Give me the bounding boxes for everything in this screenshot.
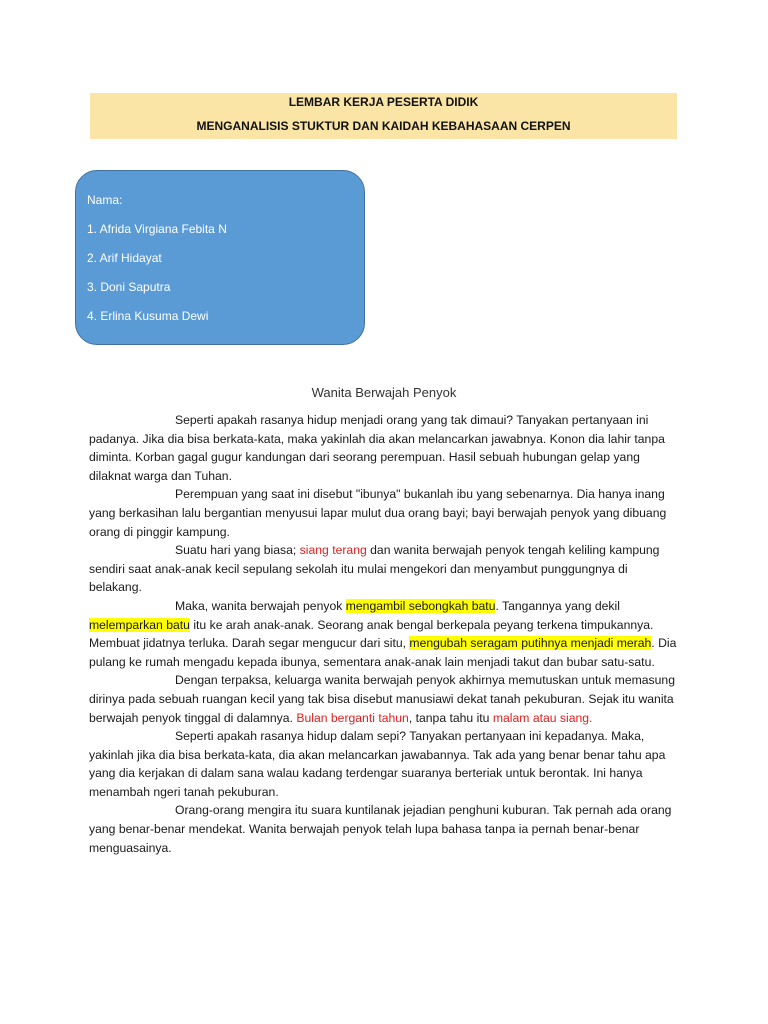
story-paragraph: Seperti apakah rasanya hidup dalam sepi? Tanyakan pertanyaan ini kepadanya. Maka, yakinlah jika dia bisa berkata-kata, dia akan melancarkan jawabannya. Tak ada yang benar benar tahu apa yang dia kerjakan di dalam sana walau kadang terdengar suaranya berteriak untuk berontak. Ini hanya menambah ngeri tanah pekuburan. [89, 729, 666, 799]
group-names-box [75, 170, 365, 345]
red-phrase: siang terang [299, 543, 367, 558]
story-title: Wanita Berwajah Penyok [311, 385, 457, 400]
story-paragraph: Orang-orang mengira itu suara kuntilanak jejadian penghuni kuburan. Tak pernah ada orang yang benar-benar mendekat. Wanita berwajah penyok telah lupa bahasa tanpa ia pernah benar-benar menguasainya. [89, 803, 672, 855]
worksheet-header [90, 93, 677, 139]
story-paragraph: Maka, wanita berwajah penyok mengambil sebongkah batu. Tangannya yang dekil melemparkan batu itu ke arah anak-anak. Seorang anak bengal berkepala peyang terkena timpukannya. Membuat jidatnya terluka. Darah segar mengucur dari situ, mengubah seragam putihnya menjadi merah. Dia pulang ke rumah mengadu kepada ibunya, sementara anak-anak lain menjadi takut dan bubar satu-satu. [89, 598, 677, 669]
story-paragraph: Perempuan yang saat ini disebut "ibunya" bukanlah ibu yang sebenarnya. Dia hanya inang yang berkasihan lalu bergantian menyusui lapar mulut dua orang bayi; bayi berwajah penyok yang dibuang orang di pinggir kampung. [89, 487, 667, 539]
red-phrase: Bulan berganti tahun [296, 710, 409, 725]
worksheet-subtitle: MENGANALISIS STUKTUR DAN KAIDAH KEBAHASAAN CERPEN [196, 119, 571, 133]
red-phrase: malam atau siang. [492, 710, 593, 725]
worksheet-title: LEMBAR KERJA PESERTA DIDIK [288, 95, 479, 109]
name-item: 2. Arif Hidayat [87, 251, 162, 265]
names-label: Nama: [87, 193, 123, 207]
story-paragraph: Seperti apakah rasanya hidup menjadi orang yang tak dimaui? Tanyakan pertanyaan ini padanya. Jika dia bisa berkata-kata, maka yakinlah dia akan melancarkan jawabnya. Konon dia lahir tanpa diminta. Korban gagal gugur kandungan dari seorang perempuan. Hasil sebuah hubungan gelap yang dilaknat warga dan Tuhan. [89, 413, 665, 483]
name-item: 1. Afrida Virgiana Febita N [87, 222, 227, 236]
highlighted-phrase: mengubah seragam putihnya menjadi merah [409, 636, 652, 651]
name-item: 4. Erlina Kusuma Dewi [87, 309, 209, 323]
highlighted-phrase: mengambil sebongkah batu [345, 598, 496, 613]
story-paragraph: Suatu hari yang biasa; siang terang dan wanita berwajah penyok tengah keliling kampung sendiri saat anak-anak kecil sepulang sekolah itu mulai mengekori dan menyambut punggungnya di belakang. [89, 543, 660, 595]
story-body [89, 411, 679, 857]
highlighted-phrase: melemparkan batu [89, 617, 190, 632]
story-paragraph: Dengan terpaksa, keluarga wanita berwajah penyok akhirnya memutuskan untuk memasung dirinya pada sebuah ruangan kecil yang tak bisa disebut manusiawi dekat tanah pekuburan. Sejak itu wanita berwajah penyok tinggal di dalamnya. Bulan berganti tahun, tanpa tahu itu malam atau siang. [89, 673, 675, 725]
name-item: 3. Doni Saputra [87, 280, 171, 294]
